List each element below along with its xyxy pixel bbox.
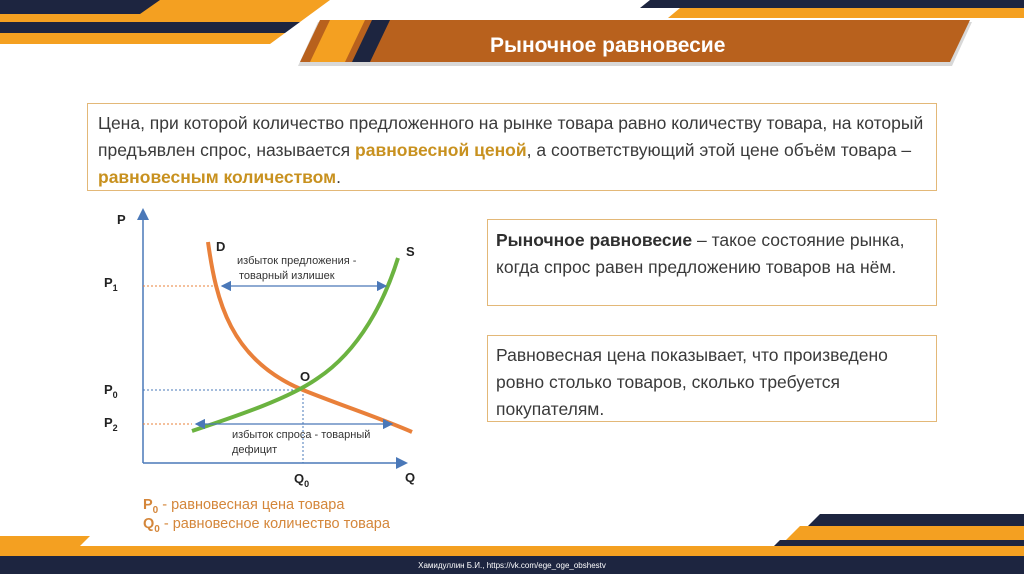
surplus-label-line1: избыток предложения - (237, 255, 357, 267)
market-equilibrium-term: Рыночное равновесие (496, 230, 693, 250)
definition-text-2: , а соответствующий этой цене объём товара – (526, 140, 912, 160)
p1-label: $P_1$ (104, 275, 118, 293)
deficit-label-line2: дефицит (232, 444, 278, 456)
demand-label: D (216, 239, 226, 254)
slide-title: Рыночное равновесие (490, 34, 726, 57)
equilibrium-price-text: Равновесная цена показывает, что произведено ровно столько товаров, сколько требуется покупателям. (496, 345, 888, 419)
p0-label: $P_0$ (104, 382, 118, 400)
definition-highlight-price: равновесной ценой (355, 140, 527, 160)
legend-q0-sub: 0 (154, 523, 160, 535)
p2-label: $P_2$ (104, 415, 118, 433)
legend-p0-sub: 0 (152, 504, 159, 516)
axis-label-q: Q (405, 470, 416, 485)
axis-label-p: P (117, 212, 126, 227)
surplus-label-line2: товарный излишек (239, 270, 335, 282)
deficit-label-line1: избыток спроса - товарный (232, 429, 371, 441)
supply-label: S (406, 244, 415, 259)
definition-text-1: Цена, при которой количество предложенного на рынке товара равно количеству товара, на который предъявлен спрос, называется (98, 113, 924, 160)
footer-credit: Хамидуллин Б.И., https://vk.com/ege_oge_obshestv (418, 561, 606, 570)
q0-label: $Q_0$ (294, 471, 310, 489)
legend-q0 (143, 516, 390, 535)
market-equilibrium-text: – такое состояние рынка, когда спрос равен предложению товаров на нём. (496, 230, 905, 277)
legend-q0-symbol: Q (143, 516, 155, 532)
legend-p0-symbol: P (143, 497, 153, 513)
legend-p0 (143, 497, 344, 516)
legend-q0-text: - равновесное количество товара (159, 516, 390, 532)
legend-p0-text: - равновесная цена товара (158, 497, 345, 513)
definition-text-3: . (336, 167, 341, 187)
definition-highlight-quantity: равновесным количеством (98, 167, 337, 187)
equilibrium-point-label: O (300, 369, 311, 384)
supply-curve (192, 258, 398, 431)
